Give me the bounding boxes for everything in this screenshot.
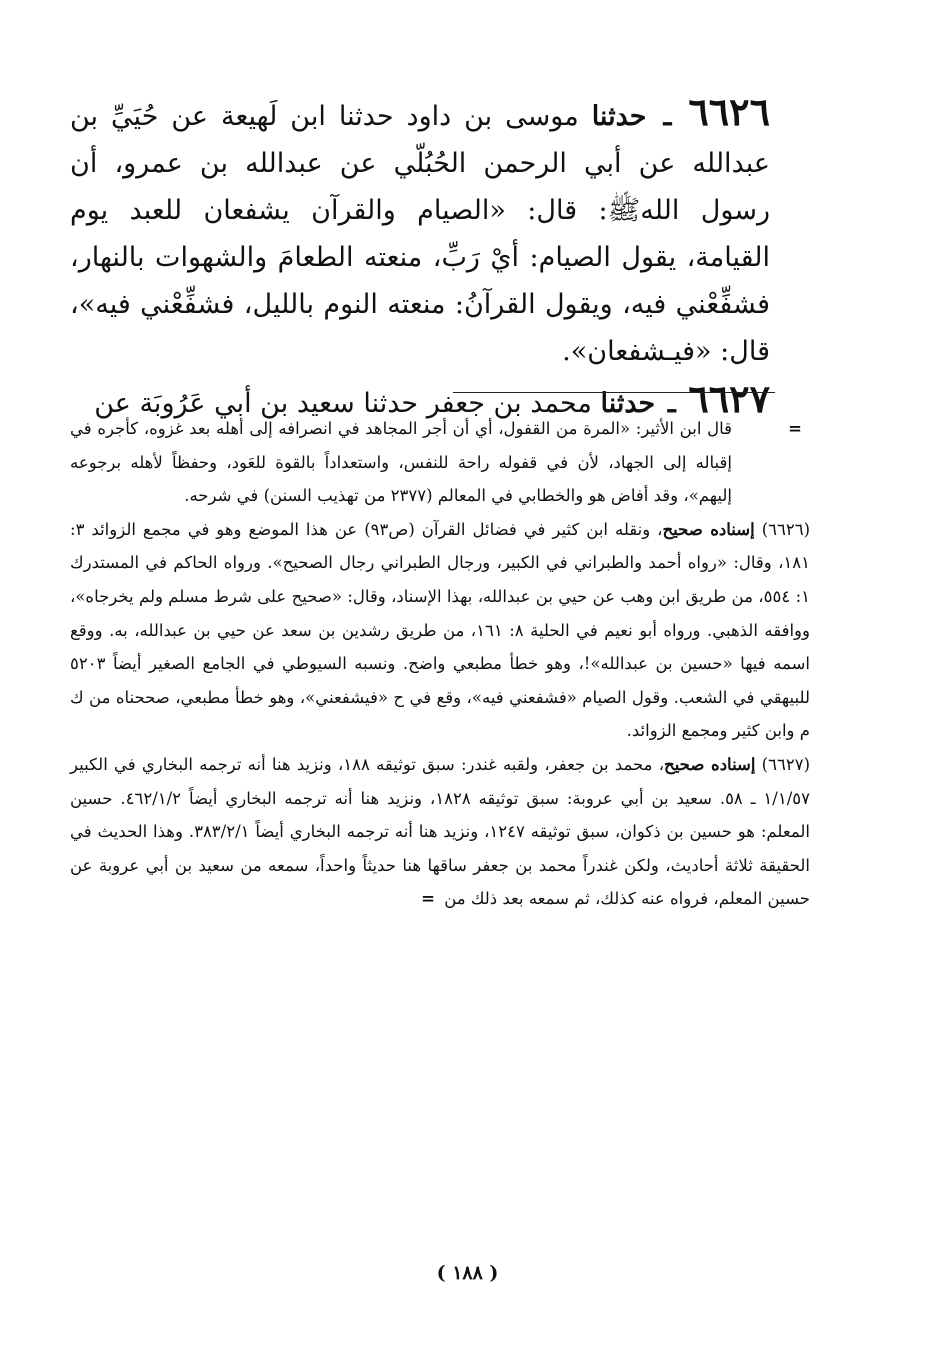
page-number: ( ١٨٨ ) [436, 1262, 499, 1284]
hadith-number: ٦٦٢٦ [688, 89, 770, 134]
footnote-text: ، محمد بن جعفر، ولقبه غندر: سبق توثيقه ١٨٨، ونزيد هنا أنه ترجمه البخاري في الكبير ١/١/٥٧ ـ ٥٨. سعيد بن أبي عروبة: سبق توثيقه ١٨٢٨، ونزيد هنا أنه ترجمه البخاري أيضاً ٤٦٢/١/٢. حسين المعلم: هو حسين بن ذكوان، سبق توثيقه ١٢٤٧، ونزيد هنا أنه ترجمه البخاري أيضاً ٣٨٣/٢/١. وهذا الحديث في الحقيقة ثلاثة أحاديث، ولكن غندراً محمد بن جعفر ساقها هنا حديثاً واحداً، سمعه من سعيد بن أبي عروبة عن حسين المعلم، فرواه عنه كذلك، ثم سمعه بعد ذلك من [70, 754, 810, 909]
footnote-divider [453, 392, 775, 393]
haddathana-word: حدثنا [600, 388, 656, 419]
footnote-label: (٦٦٢٦) [761, 519, 811, 539]
haddathana-word: حدثنا [591, 101, 647, 132]
footnote-6627 [70, 748, 810, 916]
footnote-label: (٦٦٢٧) [761, 754, 810, 774]
footnote-verdict: إسناده صحيح [664, 754, 756, 774]
hadith-number: ٦٦٢٧ [688, 376, 770, 421]
hadith-separator: ـ [667, 388, 676, 419]
hadith-separator: ـ [663, 101, 672, 132]
footnote-text: ، ونقله ابن كثير في فضائل القرآن (ص٩٣) عن هذا الموضع وهو في مجمع الزوائد ٣: ١٨١، وقال: «رواه أحمد والطبراني في الكبير، ورجال الطبراني رجال الصحيح». ورواه الحاكم في المستدرك ١: ٥٥٤، من طريق ابن وهب عن حيي بن عبدالله، بهذا الإسناد، وقال: «صحيح على شرط مسلم ولم يخرجاه»، ووافقه الذهبي. ورواه أبو نعيم في الحلية ٨: ١٦١، من طريق رشدين بن سعد عن حيي بن عبدالله، به. ووقع اسمه فيها «حسين بن عبدالله»!، وهو خطأ مطبعي واضح. ونسبه السيوطي في الجامع الصغير أيضاً ٥٢٠٣ للبيهقي في الشعب. وقول الصيام «فشفعني فيه»، وقع في ح «فيشفعني»، وهو خطأ مطبعي، صححناه من ك م وابن كثير ومجمع الزوائد. [70, 519, 810, 741]
footnote-verdict: إسناده صحيح [662, 519, 755, 539]
hadith-6626 [70, 88, 770, 375]
hadith-body: محمد بن جعفر حدثنا سعيد بن أبي عَرُوبَة عن [94, 388, 592, 419]
continuation-end-mark: = [421, 889, 435, 909]
continuation-mark: = [788, 419, 802, 438]
main-hadith-text [70, 88, 770, 427]
footnote-text: قال ابن الأثير: «المرة من القفول، أي أن أجر المجاهد في انصرافه إلى أهله بعد غزوه، كأجره في إقباله إلى الجهاد، لأن في قفوله راحة للنفس، واستعداداً بالقوة للعَود، وحفظاً لأهله برجوعه إليهم»، وقد أفاض هو والخطابي في المعالم (٢٣٧٧ من تهذيب السنن) في شرحه. [70, 419, 732, 506]
footnote-continuation [70, 412, 810, 513]
footnote-6626 [70, 513, 810, 748]
hadith-body: موسى بن داود حدثنا ابن لَهيعة عن حُيَيِّ بن عبدالله عن أبي الرحمن الحُبُلّي عن عبدالله بن عمرو، أن رسول اللهﷺ: قال: «الصيام والقرآن يشفعان للعبد يوم القيامة، يقول الصيام: أيْ رَبِّ، منعته الطعامَ والشهوات بالنهار، فشفِّعْني فيه، ويقول القرآنُ: منعته النوم بالليل، فشفِّعْني فيه»، قال: «فيـشفعان». [70, 101, 770, 367]
footnotes-section [70, 412, 810, 916]
